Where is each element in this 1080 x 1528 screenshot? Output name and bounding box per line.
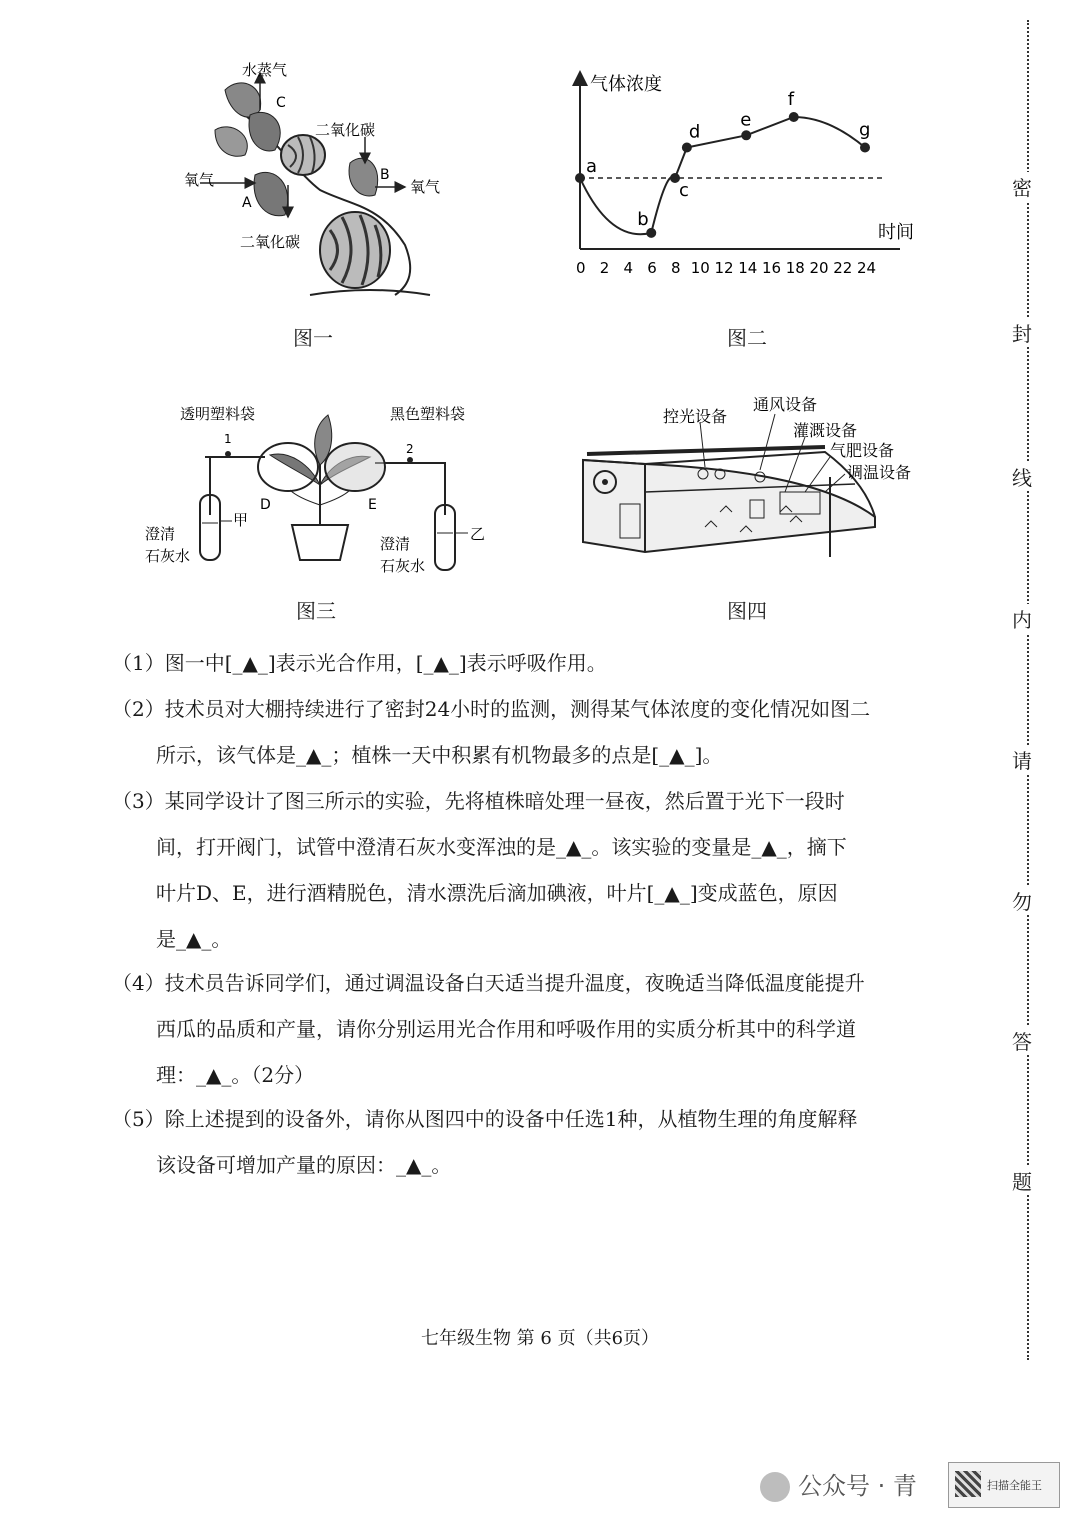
x-tick-label: 20 [809,259,829,277]
x-tick-label: 18 [785,259,805,277]
label-limewater-left-2: 石灰水 [145,547,191,565]
label-ventilation: 通风设备 [753,395,818,414]
figure-1-watermelon-plant [170,55,460,305]
label-co2-bottom: 二氧化碳 [240,233,301,251]
seal-char-8: 题 [1012,1166,1032,1195]
question-4-line-1: （4）技术员告诉同学们，通过调温设备白天适当提升温度，夜晚适当降低温度能提升 [112,971,865,995]
question-3-line-1: （3）某同学设计了图三所示的实验，先将植株暗处理一昼夜，然后置于光下一段时 [112,789,845,813]
label-irrigation: 灌溉设备 [793,421,858,440]
question-4 [112,960,942,1098]
figure-3-caption: 图三 [296,599,336,623]
question-3-line-2: 间，打开阀门，试管中澄清石灰水变浑浊的是_▲_。该实验的变量是_▲_，摘下 [156,835,847,859]
x-tick-label: 4 [623,259,634,277]
qr-code-icon [955,1471,981,1497]
data-point-f [789,112,799,122]
data-point-label-a: a [586,156,598,177]
label-valve-2: 2 [406,442,414,456]
question-3-line-4: 是_▲_。 [156,927,232,951]
x-tick-label: 22 [833,259,853,277]
watermark-text: 公众号 · 青 [798,1472,917,1500]
figure-4-greenhouse [575,392,920,572]
data-point-label-b: b [637,208,649,230]
question-2-line-2: 所示，该气体是_▲_；植株一天中积累有机物最多的点是[_▲_]。 [156,743,723,767]
question-2 [112,686,942,778]
label-limewater-right-1: 澄清 [380,535,411,553]
seal-char-6: 勿 [1012,886,1032,915]
x-tick-label: 0 [576,259,586,277]
scan-badge [948,1462,1060,1508]
question-2-line-1: （2）技术员对大棚持续进行了密封24小时的监测，测得某气体浓度的变化情况如图二 [112,697,871,721]
label-light-control: 控光设备 [663,407,728,426]
concentration-curve [580,117,865,234]
question-1-line-1: （1）图一中[_▲_]表示光合作用，[_▲_]表示呼吸作用。 [112,651,607,675]
data-point-e [741,130,751,140]
seal-char-3: 线 [1012,462,1032,491]
scan-badge-text: 扫描全能王 [987,1479,1042,1492]
question-4-line-3: 理：_▲_。（2分） [156,1063,315,1087]
label-limewater-right-2: 石灰水 [380,557,426,575]
label-oxygen-right: 氧气 [410,178,441,196]
question-3 [112,778,942,962]
seal-char-5: 请 [1012,745,1032,774]
figure-4-caption: 图四 [727,599,767,623]
x-tick-label: 24 [857,259,877,277]
question-5 [112,1096,942,1188]
data-point-a [575,173,585,183]
label-black-bag: 黑色塑料袋 [390,405,466,423]
x-tick-label: 8 [671,259,681,277]
label-gas-fertilizer: 气肥设备 [830,441,895,460]
figure-2-gas-concentration-chart [560,62,930,282]
label-b: B [380,167,390,183]
seal-dotted-line [1027,20,1029,1360]
label-jia: 甲 [233,511,249,529]
data-point-label-c: c [679,180,689,201]
x-tick-label: 10 [690,259,710,277]
seal-char-4: 内 [1012,604,1032,633]
seal-char-2: 封 [1012,318,1032,347]
label-yi: 乙 [470,525,486,543]
label-water-vapor: 水蒸气 [242,61,288,79]
question-4-line-2: 西瓜的品质和产量，请你分别运用光合作用和呼吸作用的实质分析其中的科学道 [156,1017,856,1041]
data-point-label-f: f [787,89,795,110]
page-footer: 七年级生物 第 6 页（共6页） [420,1328,660,1349]
data-point-label-g: g [859,119,871,141]
label-temperature-control: 调温设备 [847,463,912,482]
x-tick-label: 14 [738,259,758,277]
data-point-d [682,143,692,153]
figure-3-experiment [140,395,500,585]
label-transparent-bag: 透明塑料袋 [180,405,256,423]
label-a: A [242,195,252,211]
label-co2-top: 二氧化碳 [315,121,376,139]
data-point-label-d: d [688,121,701,143]
seal-char-1: 密 [1012,172,1032,201]
data-point-label-e: e [740,109,752,131]
figure-1-caption: 图一 [293,326,333,350]
figure-2-caption: 图二 [727,326,767,350]
y-axis-label: 气体浓度 [590,74,662,95]
label-oxygen-left: 氧气 [184,171,215,189]
question-5-line-1: （5）除上述提到的设备外，请你从图四中的设备中任选1种，从植物生理的角度解释 [112,1107,858,1131]
x-tick-label: 6 [647,259,657,277]
wechat-icon [760,1472,790,1502]
label-e: E [368,497,377,513]
label-limewater-left-1: 澄清 [145,525,176,543]
question-3-line-3: 叶片D、E，进行酒精脱色，清水漂洗后滴加碘液，叶片[_▲_]变成蓝色，原因 [156,881,838,905]
data-point-g [860,143,870,153]
question-5-line-2: 该设备可增加产量的原因：_▲_。 [156,1153,452,1177]
question-1 [112,640,942,686]
x-tick-label: 16 [762,259,782,277]
label-c: C [276,95,286,111]
watermark [760,1466,917,1502]
label-valve-1: 1 [224,432,232,446]
x-tick-label: 2 [599,259,610,277]
x-axis-label: 时间 [878,222,914,243]
x-tick-label: 12 [714,259,734,277]
label-d: D [260,497,271,513]
seal-char-7: 答 [1012,1026,1032,1055]
